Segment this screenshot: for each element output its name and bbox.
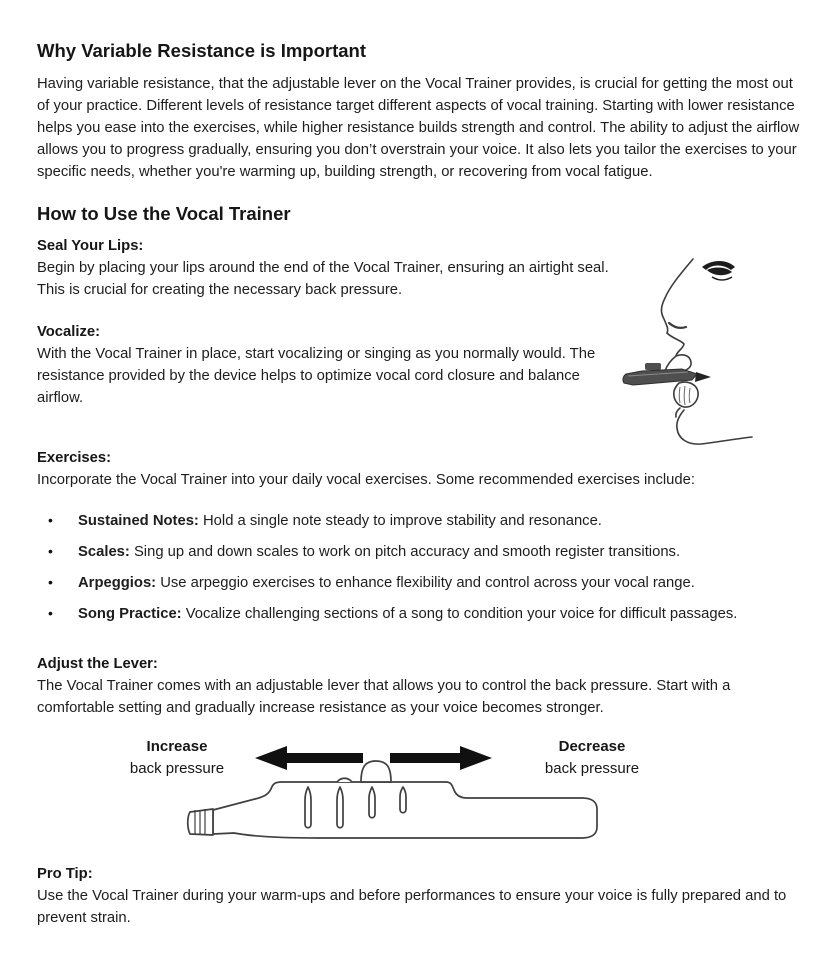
eye: [702, 261, 735, 280]
label-line2: back pressure: [544, 759, 640, 777]
step-title: Vocalize:: [37, 324, 101, 340]
device-vent-slot: [400, 787, 406, 813]
list-item-scales: [48, 541, 802, 563]
list-item-sustained-notes: [48, 510, 802, 532]
step-title: Seal Your Lips:: [37, 238, 144, 254]
bullet-lead: Sustained Notes:: [78, 513, 199, 529]
device-vent-slot: [305, 787, 311, 828]
vocal-trainer-device-illustration: [185, 738, 605, 858]
bullet-lead: Arpeggios:: [78, 575, 157, 591]
bullet-marker-icon: •: [48, 512, 53, 528]
nostril-line: [669, 323, 686, 328]
lever-adjustment-diagram: [37, 729, 802, 864]
bullet-marker-icon: •: [48, 605, 53, 621]
face-profile-illustration: [622, 249, 807, 449]
device-lever-track: [337, 778, 352, 782]
forehead-nose-line: [661, 259, 693, 356]
step-body: The Vocal Trainer comes with an adjustable lever that allows you to control the back pressure. Start with a comfortable setting and gradually increase resistance as your voice becomes stronger.: [37, 678, 731, 716]
step-adjust-the-lever: [37, 654, 802, 719]
label-line2: back pressure: [129, 759, 225, 777]
step-body: Begin by placing your lips around the end of the Vocal Trainer, ensuring an airtight seal. This is crucial for creating the necessary back pressure.: [37, 260, 609, 298]
list-item-arpeggios: [48, 572, 802, 594]
thick-arrow-left-icon: [255, 746, 363, 770]
bullet-text: Sing up and down scales to work on pitch accuracy and smooth register transitions.: [129, 544, 681, 560]
step-exercises: [37, 448, 802, 625]
bullet-text: Hold a single note steady to improve stability and resonance.: [198, 513, 602, 529]
list-item-song-practice: [48, 603, 802, 625]
section-heading-how-to-use: How to Use the Vocal Trainer: [37, 203, 291, 224]
lower-lip: [674, 382, 698, 407]
label-line1: Increase: [146, 738, 208, 755]
bullet-lead: Song Practice:: [78, 606, 182, 622]
device-outline: [188, 761, 597, 838]
bullet-marker-icon: •: [48, 543, 53, 559]
mouth-corner: [695, 372, 711, 382]
bullet-text: Vocalize challenging sections of a song to condition your voice for difficult passages.: [181, 606, 738, 622]
section-heading-why-variable-resistance: Why Variable Resistance is Important: [37, 40, 366, 61]
step-body: With the Vocal Trainer in place, start vocalizing or singing as you normally would. The resistance provided by the device helps to optimize vocal cord closure and balance airflow.: [37, 346, 596, 406]
device-vent-slot: [337, 787, 343, 828]
step-vocalize: [37, 322, 622, 409]
device-vent-slot: [369, 787, 375, 818]
paragraph-why-variable-resistance: Having variable resistance, that the adjustable lever on the Vocal Trainer provides, is crucial for getting the most out of your practice. Different levels of resistance target different aspects of vocal training. Starting with lower resistance helps you ease into the exercises, while higher resistance builds strength and control. The ability to adjust the airflow allows you to progress gradually, ensuring you don’t overstrain your voice. It also lets you tailor the exercises to your specific needs, whether you're warming up, building strength, or recovering from vocal fatigue.: [37, 76, 800, 180]
pro-tip-section: [37, 864, 802, 929]
chin-jaw-line: [677, 410, 752, 444]
device-lever-knob: [361, 761, 391, 782]
exercise-bullet-list: [37, 510, 802, 625]
step-seal-your-lips: [37, 236, 622, 301]
step-title: Adjust the Lever:: [37, 656, 158, 672]
step-title: Pro Tip:: [37, 866, 93, 882]
step-title: Exercises:: [37, 450, 112, 466]
bullet-marker-icon: •: [48, 574, 53, 590]
bullet-lead: Scales:: [78, 544, 130, 560]
bullet-text: Use arpeggio exercises to enhance flexibility and control across your vocal range.: [156, 575, 695, 591]
label-line1: Decrease: [558, 738, 626, 755]
face-profile-lines: [661, 259, 752, 444]
thick-arrow-right-icon: [390, 746, 492, 770]
step-body: Use the Vocal Trainer during your warm-ups and before performances to ensure your voice is fully prepared and to prevent strain.: [37, 888, 787, 926]
step-body: Incorporate the Vocal Trainer into your daily vocal exercises. Some recommended exercises include:: [37, 472, 695, 488]
